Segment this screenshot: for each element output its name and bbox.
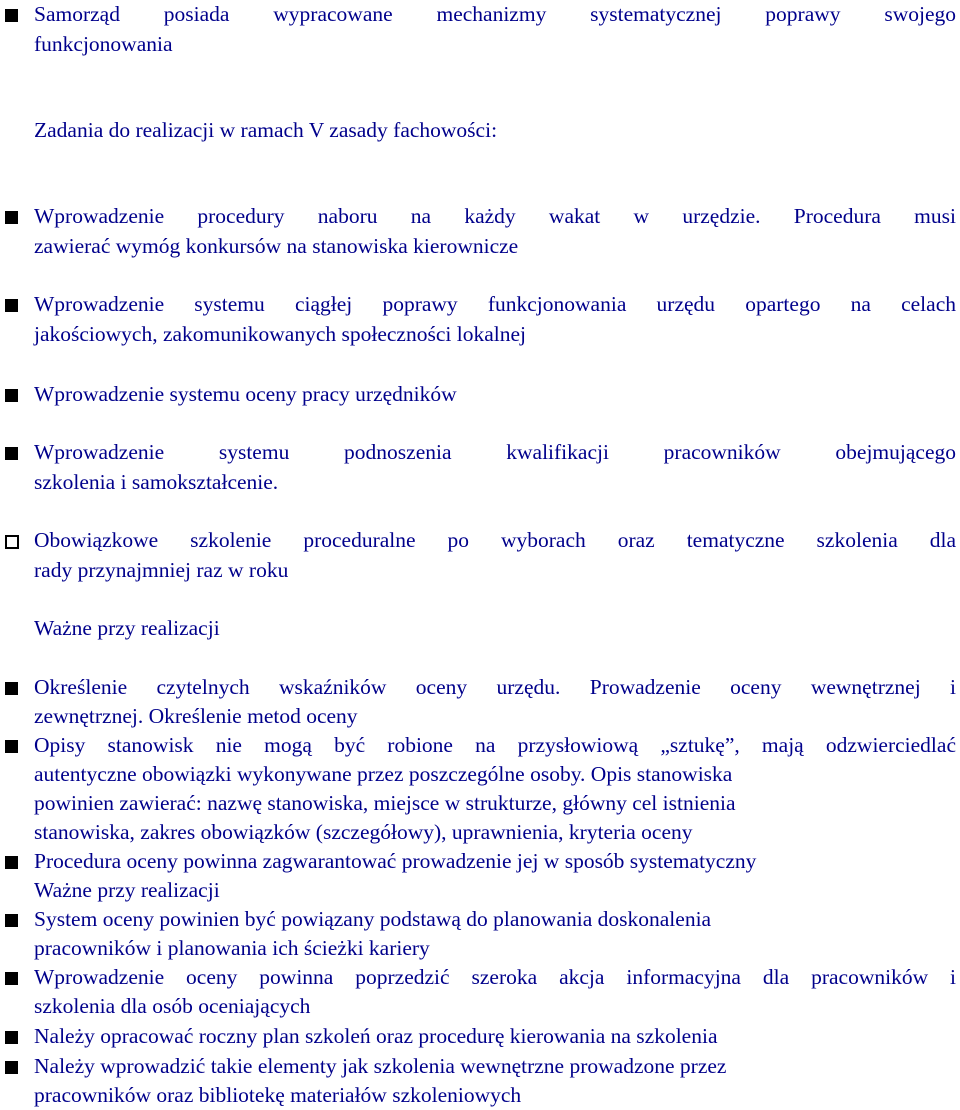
square-bullet-icon xyxy=(5,682,18,695)
item-line: Należy wprowadzić takie elementy jak szkolenia wewnętrzne prowadzone przez xyxy=(34,1054,727,1078)
bullet-item xyxy=(34,905,956,963)
item-line: szkolenia dla osób oceniających xyxy=(34,994,311,1018)
square-outline-bullet-icon xyxy=(5,535,19,549)
square-bullet-icon xyxy=(5,299,18,312)
item-line: funkcjonowania xyxy=(34,31,173,56)
bullet-item xyxy=(34,1052,956,1110)
bullet-item xyxy=(34,438,956,497)
item-line: Należy opracować roczny plan szkoleń oraz procedurę kierowania na szkolenia xyxy=(34,1024,718,1048)
square-bullet-icon xyxy=(5,1061,18,1074)
bullet-item xyxy=(34,673,956,731)
item-line: zawierać wymóg konkursów na stanowiska kierownicze xyxy=(34,233,519,258)
item-line: Opisy stanowisk nie mogą być robione na przysłowiową „sztukę”, mają odzwierciedlać xyxy=(34,733,956,757)
item-line: Obowiązkowe szkolenie proceduralne po wyborach oraz tematyczne szkolenia dla xyxy=(34,528,956,552)
item-line: Wprowadzenie systemu ciągłej poprawy funkcjonowania urzędu opartego na celach xyxy=(34,292,956,316)
bullet-item xyxy=(34,526,956,585)
item-line: Wprowadzenie procedury naboru na każdy wakat w urzędzie. Procedura musi xyxy=(34,204,956,228)
item-line: Procedura oceny powinna zagwarantować prowadzenie jej w sposób systematyczny xyxy=(34,849,757,873)
square-bullet-icon xyxy=(5,211,18,224)
section-heading-text: Zadania do realizacji w ramach V zasady fachowości: xyxy=(34,118,498,142)
bullet-item xyxy=(34,380,956,410)
item-line: Wprowadzenie systemu oceny pracy urzędników xyxy=(34,382,457,406)
square-bullet-icon xyxy=(5,389,18,402)
section-heading xyxy=(34,116,956,146)
item-line: zewnętrznej. Określenie metod oceny xyxy=(34,704,358,728)
item-line: szkolenia i samokształcenie. xyxy=(34,469,279,494)
item-line: pracowników i planowania ich ścieżki kariery xyxy=(34,936,430,960)
item-line: Określenie czytelnych wskaźników oceny urzędu. Prowadzenie oceny wewnętrznej i xyxy=(34,675,956,699)
bullet-item xyxy=(34,290,956,349)
item-line: rady przynajmniej raz w roku xyxy=(34,557,289,582)
item-line: Wprowadzenie systemu podnoszenia kwalifikacji pracowników obejmującego xyxy=(34,440,956,464)
item-line: Samorząd posiada wypracowane mechanizmy systematycznej poprawy swojego xyxy=(34,2,956,26)
item-line: stanowiska, zakres obowiązków (szczegółowy), uprawnienia, kryteria oceny xyxy=(34,820,693,844)
bullet-item xyxy=(34,847,956,905)
item-line: powinien zawierać: nazwę stanowiska, miejsce w strukturze, główny cel istnienia xyxy=(34,791,736,815)
square-bullet-icon xyxy=(5,856,18,869)
square-bullet-icon xyxy=(5,1031,18,1044)
bullet-item xyxy=(34,731,956,847)
item-line: System oceny powinien być powiązany podstawą do planowania doskonalenia xyxy=(34,907,712,931)
item-line: jakościowych, zakomunikowanych społeczności lokalnej xyxy=(34,321,526,346)
item-line: autentyczne obowiązki wykonywane przez poszczególne osoby. Opis stanowiska xyxy=(34,762,733,786)
item-line: Wprowadzenie oceny powinna poprzedzić szeroka akcja informacyjna dla pracowników i xyxy=(34,965,956,989)
bullet-item xyxy=(34,0,956,59)
bullet-item xyxy=(34,202,956,261)
square-bullet-icon xyxy=(5,447,18,460)
item-line: pracowników oraz bibliotekę materiałów szkoleniowych xyxy=(34,1083,522,1107)
section-heading xyxy=(34,614,956,644)
bullet-item xyxy=(34,1022,956,1051)
square-bullet-icon xyxy=(5,9,18,22)
square-bullet-icon xyxy=(5,972,18,985)
square-bullet-icon xyxy=(5,914,18,927)
item-line: Ważne przy realizacji xyxy=(34,878,220,902)
square-bullet-icon xyxy=(5,740,18,753)
section-heading-text: Ważne przy realizacji xyxy=(34,616,220,640)
bullet-item xyxy=(34,963,956,1021)
